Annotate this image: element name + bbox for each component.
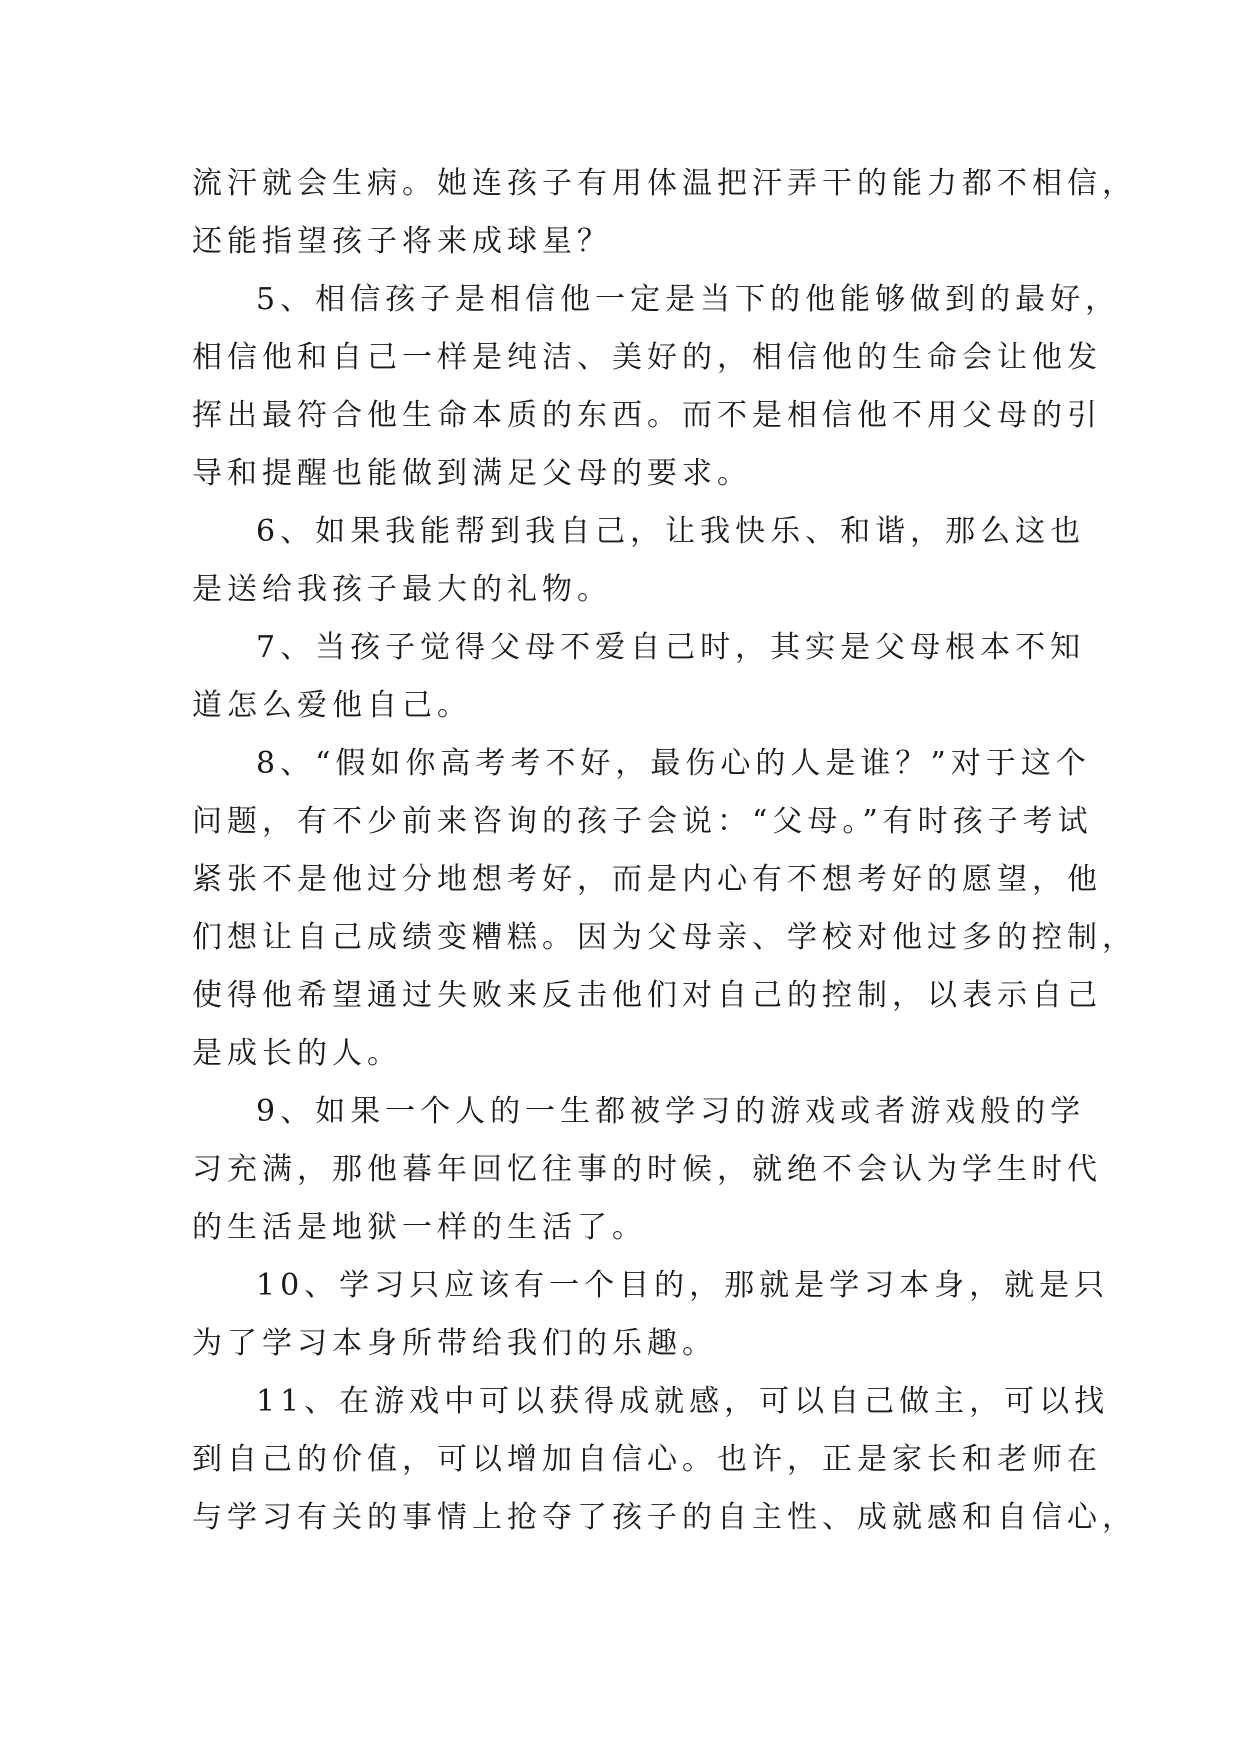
paragraph-continued: [192, 155, 1137, 271]
text-line: 使得他希望通过失败来反击他们对自己的控制，以表示自己: [192, 978, 1102, 1013]
text-line: 道怎么爱他自己。: [192, 688, 472, 723]
text-line: 8、“假如你高考考不好，最伤心的人是谁？”对于这个: [256, 746, 1091, 781]
text-line: 6、如果我能帮到我自己，让我快乐、和谐，那么这也: [256, 514, 1086, 549]
body-text: [192, 155, 1137, 1547]
text-line: 与学习有关的事情上抢夺了孩子的自主性、成就感和自信心，: [192, 1500, 1137, 1535]
paragraph-item-10: [192, 1257, 1110, 1373]
text-line: 到自己的价值，可以增加自信心。也许，正是家长和老师在: [192, 1442, 1102, 1477]
text-line: 的生活是地狱一样的生活了。: [192, 1210, 647, 1245]
text-line: 9、如果一个人的一生都被学习的游戏或者游戏般的学: [256, 1094, 1086, 1129]
paragraph-item-5: [192, 271, 1121, 503]
text-line: 是成长的人。: [192, 1036, 402, 1071]
text-line: 10、学习只应该有一个目的，那就是学习本身，就是只: [256, 1268, 1110, 1303]
paragraph-item-9: [192, 1083, 1102, 1257]
text-line: 还能指望孩子将来成球星？: [192, 224, 612, 259]
text-line: 5、相信孩子是相信他一定是当下的他能够做到的最好，: [256, 282, 1121, 317]
text-line: 为了学习本身所带给我们的乐趣。: [192, 1326, 717, 1361]
paragraph-item-8: [192, 735, 1137, 1083]
text-line: 习充满，那他暮年回忆往事的时候，就绝不会认为学生时代: [192, 1152, 1102, 1187]
text-line: 流汗就会生病。她连孩子有用体温把汗弄干的能力都不相信，: [192, 166, 1137, 201]
paragraph-item-7: [192, 619, 1086, 735]
paragraph-item-6: [192, 503, 1086, 619]
text-line: 7、当孩子觉得父母不爱自己时，其实是父母根本不知: [256, 630, 1086, 665]
text-line: 紧张不是他过分地想考好，而是内心有不想考好的愿望，他: [192, 862, 1102, 897]
text-line: 导和提醒也能做到满足父母的要求。: [192, 456, 752, 491]
paragraph-item-11: [192, 1373, 1137, 1547]
text-line: 挥出最符合他生命本质的东西。而不是相信他不用父母的引: [192, 398, 1102, 433]
text-line: 们想让自己成绩变糟糕。因为父母亲、学校对他过多的控制，: [192, 920, 1137, 955]
text-line: 相信他和自己一样是纯洁、美好的，相信他的生命会让他发: [192, 340, 1102, 375]
text-line: 问题，有不少前来咨询的孩子会说：“父母。”有时孩子考试: [192, 804, 1093, 839]
text-line: 11、在游戏中可以获得成就感，可以自己做主，可以找: [256, 1384, 1110, 1419]
text-line: 是送给我孩子最大的礼物。: [192, 572, 612, 607]
